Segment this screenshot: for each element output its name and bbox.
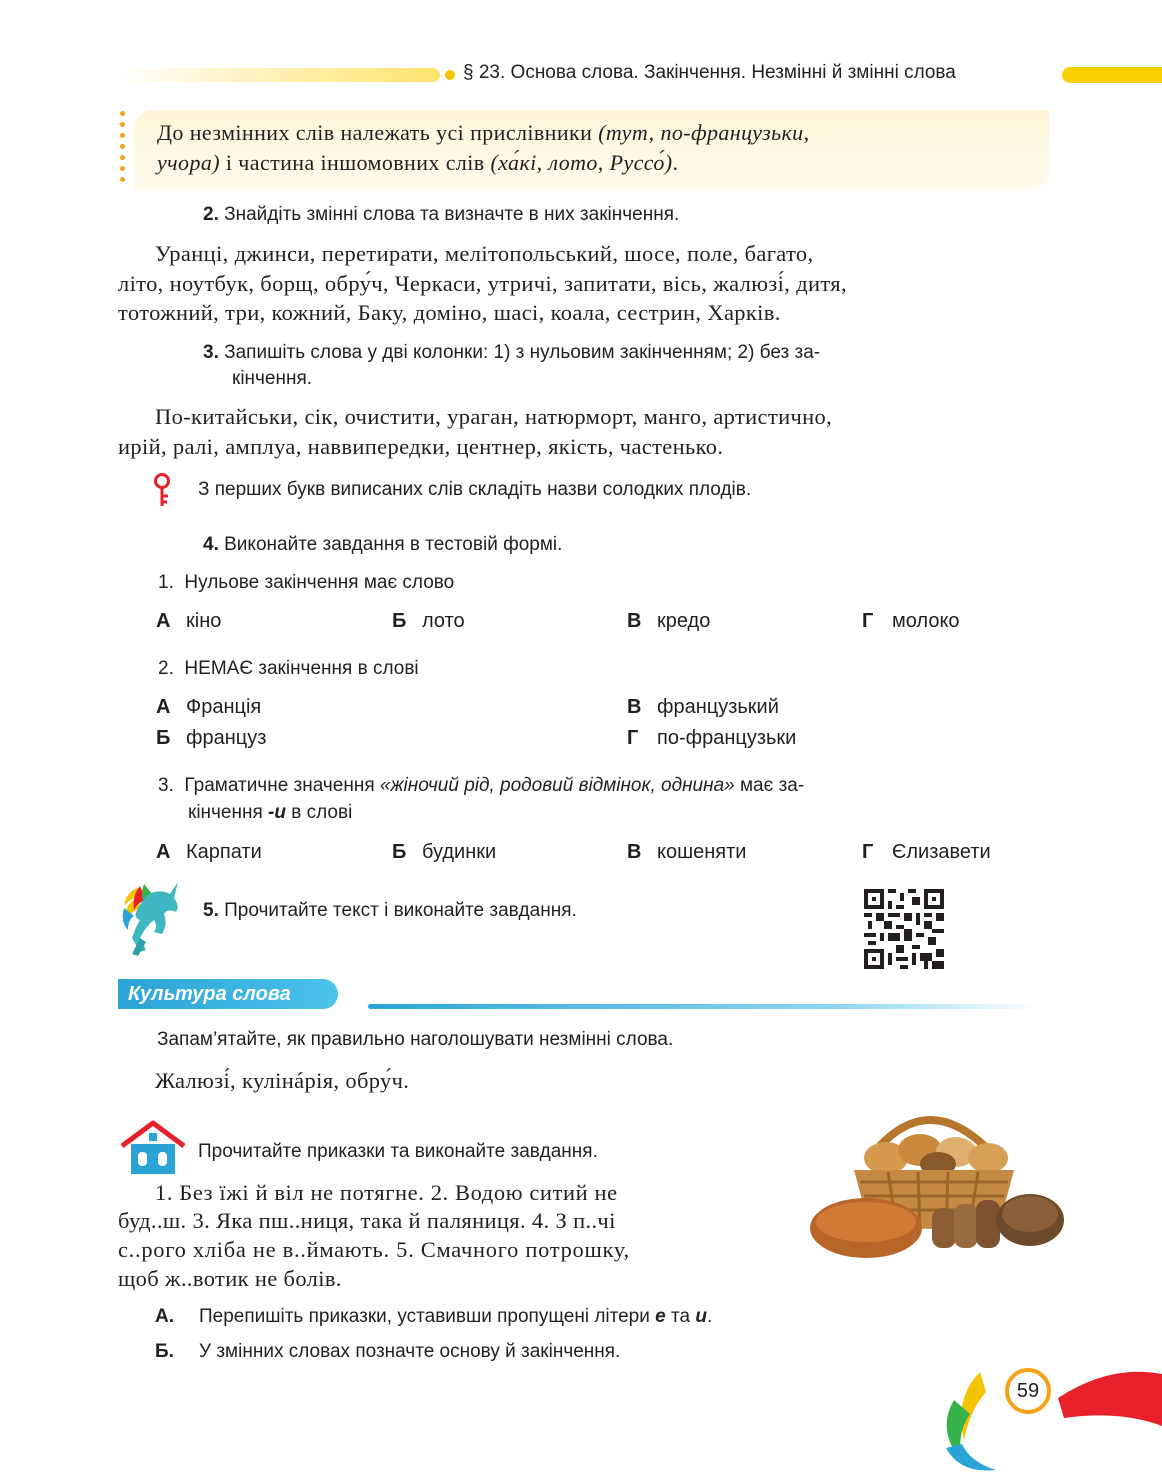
header-bullet [445, 70, 455, 80]
page-number: 59 [1005, 1368, 1051, 1414]
q2-option-b: Б француз [156, 727, 267, 749]
qr-code[interactable] [864, 889, 944, 969]
task-3-hint: З перших букв виписаних слів складіть назви солодких плодів. [198, 479, 752, 500]
proverbs-line-1: 1. Без їжі й віл не потягне. 2. Водою ситий не [155, 1180, 618, 1205]
house-icon [118, 1120, 188, 1176]
task-2-line-3: тотожний, три, кожний, Баку, доміно, шасі, коала, сестрин, Харків. [118, 300, 781, 325]
q1-option-c: В кредо [627, 610, 711, 632]
rule-dots-decor [120, 111, 126, 191]
task-4-instruction: 4. Виконайте завдання в тестовій формі. [203, 534, 563, 555]
unicorn-icon [118, 878, 198, 962]
proverbs-line-4: щоб ж..вотик не болів. [118, 1266, 342, 1291]
task-2-instruction: 2. Знайдіть змінні слова та визначте в них закінчення. [203, 204, 680, 225]
culture-intro: Запам’ятайте, як правильно наголошувати незмінні слова. [157, 1029, 674, 1050]
question-1: 1. Нульове закінчення має слово [158, 572, 455, 593]
q3-option-d: Г Єлизавети [862, 841, 991, 863]
rule-line-1: До незмінних слів належать усі прислівники (тут, по-французьки, [157, 120, 810, 145]
question-2: 2. НЕМАЄ закінчення в слові [158, 658, 419, 679]
q2-option-c: В французький [627, 696, 779, 718]
task-3-line-2: ирій, ралі, амплуа, наввипередки, центнер, якість, частенько. [118, 434, 724, 459]
culture-words: Жалюзі́, кулінáрія, обру́ч. [155, 1068, 410, 1093]
task-2-line-1: Уранці, джинси, перетирати, мелітопольський, шосе, поле, багато, [155, 241, 814, 266]
proverbs-task-b: Б. У змінних словах позначте основу й закінчення. [155, 1341, 621, 1362]
header-decor-bar [118, 68, 440, 82]
q2-option-a: А Франція [156, 696, 262, 718]
task-5-instruction: 5. Прочитайте текст і виконайте завдання. [203, 900, 577, 921]
culture-divider [368, 1004, 1040, 1009]
proverbs-line-3: с..рого хліба не в..ймають. 5. Смачного потрошку, [118, 1237, 630, 1262]
task-3-instruction: 3. Запишіть слова у дві колонки: 1) з нульовим закінченням; 2) без за- [203, 342, 821, 363]
footer-decor [940, 1370, 1162, 1474]
q3-option-b: Б будинки [392, 841, 497, 863]
question-3: 3. Граматичне значення «жіночий рід, родовий відмінок, однина» має за- [158, 775, 805, 796]
proverbs-task-a: А. Перепишіть приказки, уставивши пропущені літери е та и. [155, 1306, 713, 1327]
rule-line-2: учора) і частина іншомовних слів (ха́кі, лото, Руссо́). [157, 150, 679, 175]
proverbs-intro: Прочитайте приказки та виконайте завдання. [198, 1141, 598, 1162]
q1-option-b: Б лото [392, 610, 465, 632]
task-3-instruction-cont: кінчення. [232, 368, 313, 389]
question-3-cont: кінчення -и в слові [188, 802, 353, 823]
proverbs-line-2: буд..ш. 3. Яка пш..ниця, така й паляниця. 4. З п..чі [118, 1208, 616, 1233]
q3-option-a: А Карпати [156, 841, 262, 863]
header-accent-bar [1062, 67, 1162, 83]
task-2-line-2: літо, ноутбук, борщ, обру́ч, Черкаси, утричі, запитати, вісь, жалюзі́, дитя, [118, 271, 847, 296]
q1-option-d: Г молоко [862, 610, 960, 632]
task-3-line-1: По-китайськи, сік, очистити, ураган, натюрморт, манго, артистично, [155, 404, 833, 429]
bread-basket-image [808, 1100, 1066, 1262]
q2-option-d: Г по-французьки [627, 727, 797, 749]
q3-option-c: В кошеняти [627, 841, 747, 863]
page-header-title: § 23. Основа слова. Закінчення. Незмінні й змінні слова [463, 62, 956, 83]
culture-section-tag: Культура слова [118, 979, 338, 1009]
q1-option-a: А кіно [156, 610, 222, 632]
key-icon [150, 472, 178, 508]
